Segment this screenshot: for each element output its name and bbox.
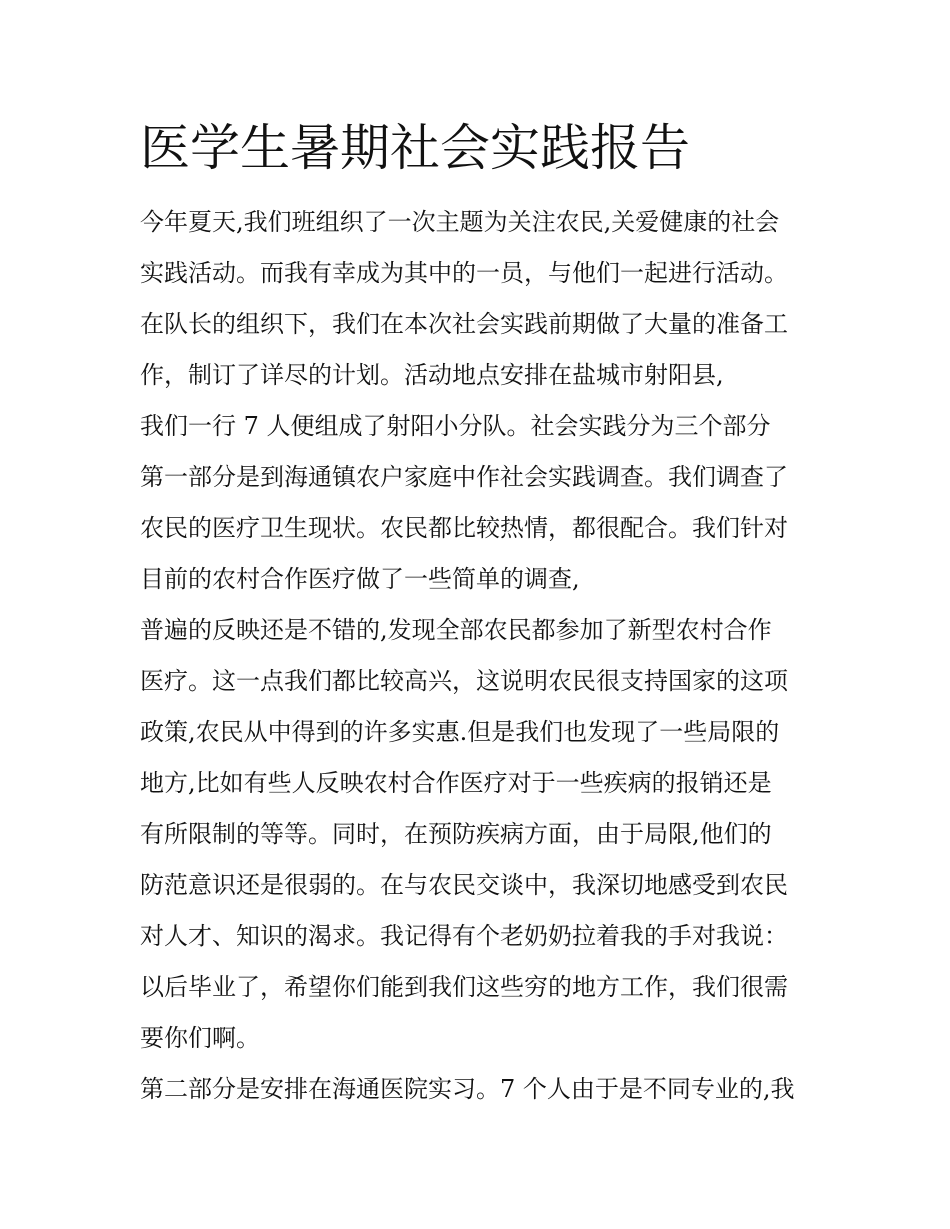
body-line: 要你们啊。 <box>140 1024 260 1052</box>
body-line: 政策,农民从中得到的许多实惠.但是我们也发现了一些局限的 <box>140 718 780 746</box>
page-title: 医学生暑期社会实践报告 <box>140 119 690 177</box>
body-line: 防范意识还是很弱的。在与农民交谈中，我深切地感受到农民 <box>140 871 788 899</box>
body-line: 实践活动。而我有幸成为其中的一员，与他们一起进行活动。 <box>140 259 788 287</box>
body-line: 作，制订了详尽的计划。活动地点安排在盐城市射阳县, <box>140 361 724 389</box>
body-line: 我们一行 7 人便组成了射阳小分队。社会实践分为三个部分 <box>140 412 771 440</box>
body-line: 地方,比如有些人反映农村合作医疗对于一些疾病的报销还是 <box>140 769 772 797</box>
body-line: 医疗。这一点我们都比较高兴，这说明农民很支持国家的这项 <box>140 667 788 695</box>
body-line: 有所限制的等等。同时，在预防疾病方面，由于局限,他们的 <box>140 820 772 848</box>
body-line: 第二部分是安排在海通医院实习。7 个人由于是不同专业的,我 <box>140 1075 795 1103</box>
body-line: 农民的医疗卫生现状。农民都比较热情，都很配合。我们针对 <box>140 514 788 542</box>
body-line: 普遍的反映还是不错的,发现全部农民都参加了新型农村合作 <box>140 616 772 644</box>
body-line: 目前的农村合作医疗做了一些简单的调查, <box>140 565 580 593</box>
body-line: 今年夏天,我们班组织了一次主题为关注农民,关爱健康的社会 <box>140 208 780 236</box>
body-line: 对人才、知识的渴求。我记得有个老奶奶拉着我的手对我说： <box>140 922 788 950</box>
body-line: 第一部分是到海通镇农户家庭中作社会实践调查。我们调查了 <box>140 463 788 491</box>
body-line: 以后毕业了，希望你们能到我们这些穷的地方工作，我们很需 <box>140 973 788 1001</box>
body-line: 在队长的组织下，我们在本次社会实践前期做了大量的准备工 <box>140 310 788 338</box>
